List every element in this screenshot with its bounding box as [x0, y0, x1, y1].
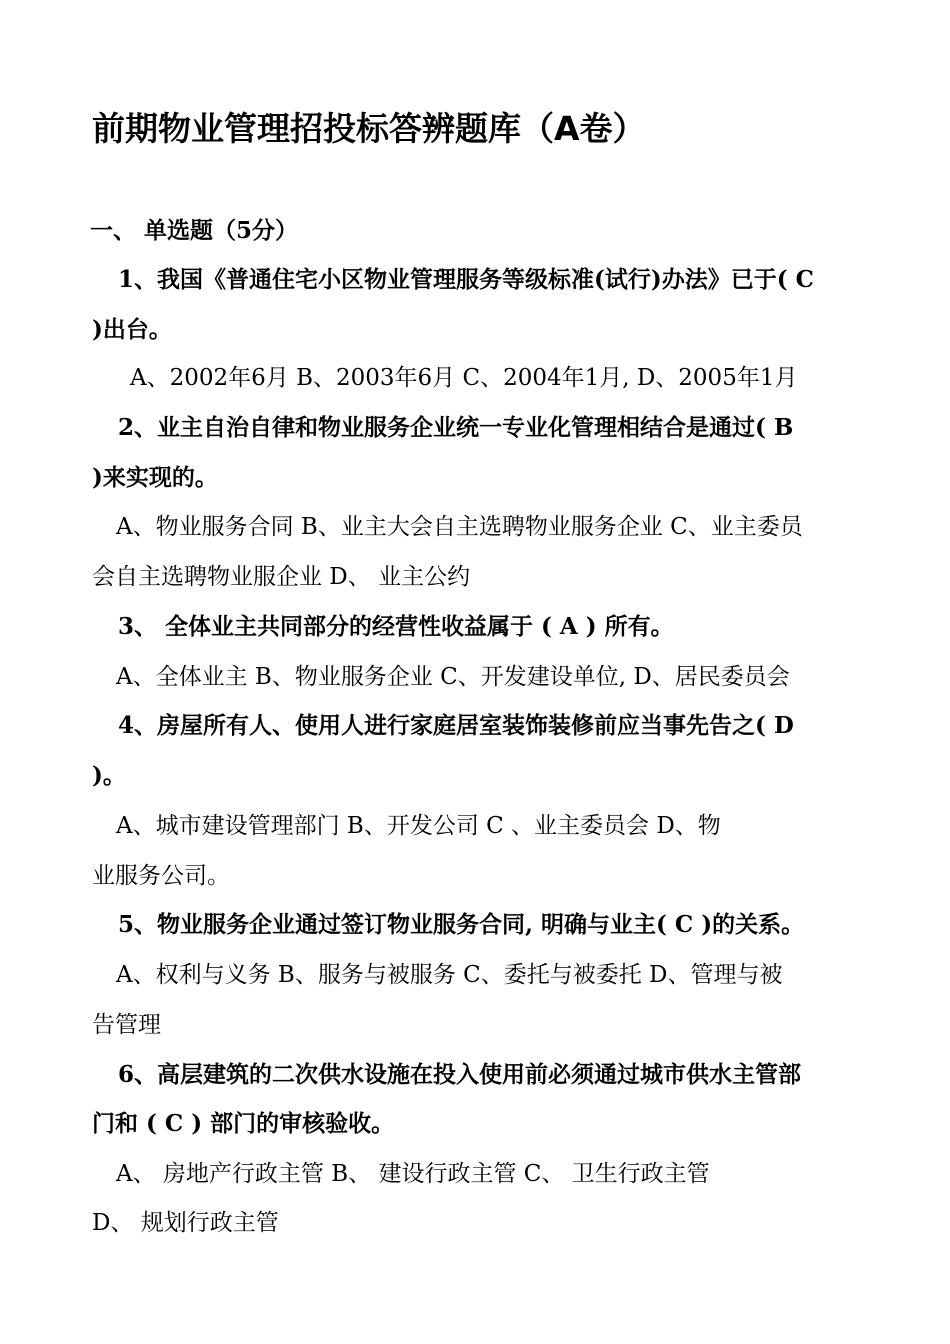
question-6-options-line-1: A、 房地产行政主管 B、 建设行政主管 C、 卫生行政主管: [116, 1161, 710, 1187]
question-5-stem: 5、物业服务企业通过签订物业服务合同, 明确与业主( C )的关系。: [118, 911, 805, 938]
question-1-stem-line-2: )出台。: [92, 316, 172, 343]
question-4-options-line-1: A、城市建设管理部门 B、开发公司 C 、业主委员会 D、物: [116, 813, 721, 839]
question-4-options-line-2: 业服务公司。: [92, 863, 230, 889]
question-4-stem-line-1: 4、房屋所有人、使用人进行家庭居室装饰装修前应当事先告之( D: [118, 712, 794, 739]
question-5-options-line-1: A、权利与义务 B、服务与被服务 C、委托与被委托 D、管理与被: [116, 962, 783, 988]
question-2-stem-line-1: 2、业主自治自律和物业服务企业统一专业化管理相结合是通过( B: [118, 414, 794, 441]
question-1-stem-line-1: 1、我国《普通住宅小区物业管理服务等级标准(试行)办法》已于( C: [118, 266, 814, 293]
question-5-options-line-2: 告管理: [92, 1012, 161, 1038]
section-heading: 一、 单选题（5分）: [90, 217, 299, 244]
question-2-stem-line-2: )来实现的。: [92, 464, 218, 491]
question-6-stem-line-1: 6、高层建筑的二次供水设施在投入使用前必须通过城市供水主管部: [118, 1061, 802, 1088]
question-2-options-line-1: A、物业服务合同 B、业主大会自主选聘物业服务企业 C、业主委员: [116, 514, 803, 540]
question-6-options-line-2: D、 规划行政主管: [92, 1210, 279, 1236]
question-2-options-line-2: 会自主选聘物业服企业 D、 业主公约: [92, 564, 471, 590]
question-4-stem-line-2: )。: [92, 762, 126, 789]
question-3-options: A、全体业主 B、物业服务企业 C、开发建设单位, D、居民委员会: [116, 664, 790, 690]
question-3-stem: 3、 全体业主共同部分的经营性收益属于 ( A ) 所有。: [118, 613, 674, 640]
question-6-stem-line-2: 门和 ( C ) 部门的审核验收。: [92, 1110, 395, 1137]
document-title: 前期物业管理招投标答辨题库（A卷）: [92, 109, 646, 148]
question-1-options: A、2002年6月 B、2003年6月 C、2004年1月, D、2005年1月: [130, 365, 798, 391]
